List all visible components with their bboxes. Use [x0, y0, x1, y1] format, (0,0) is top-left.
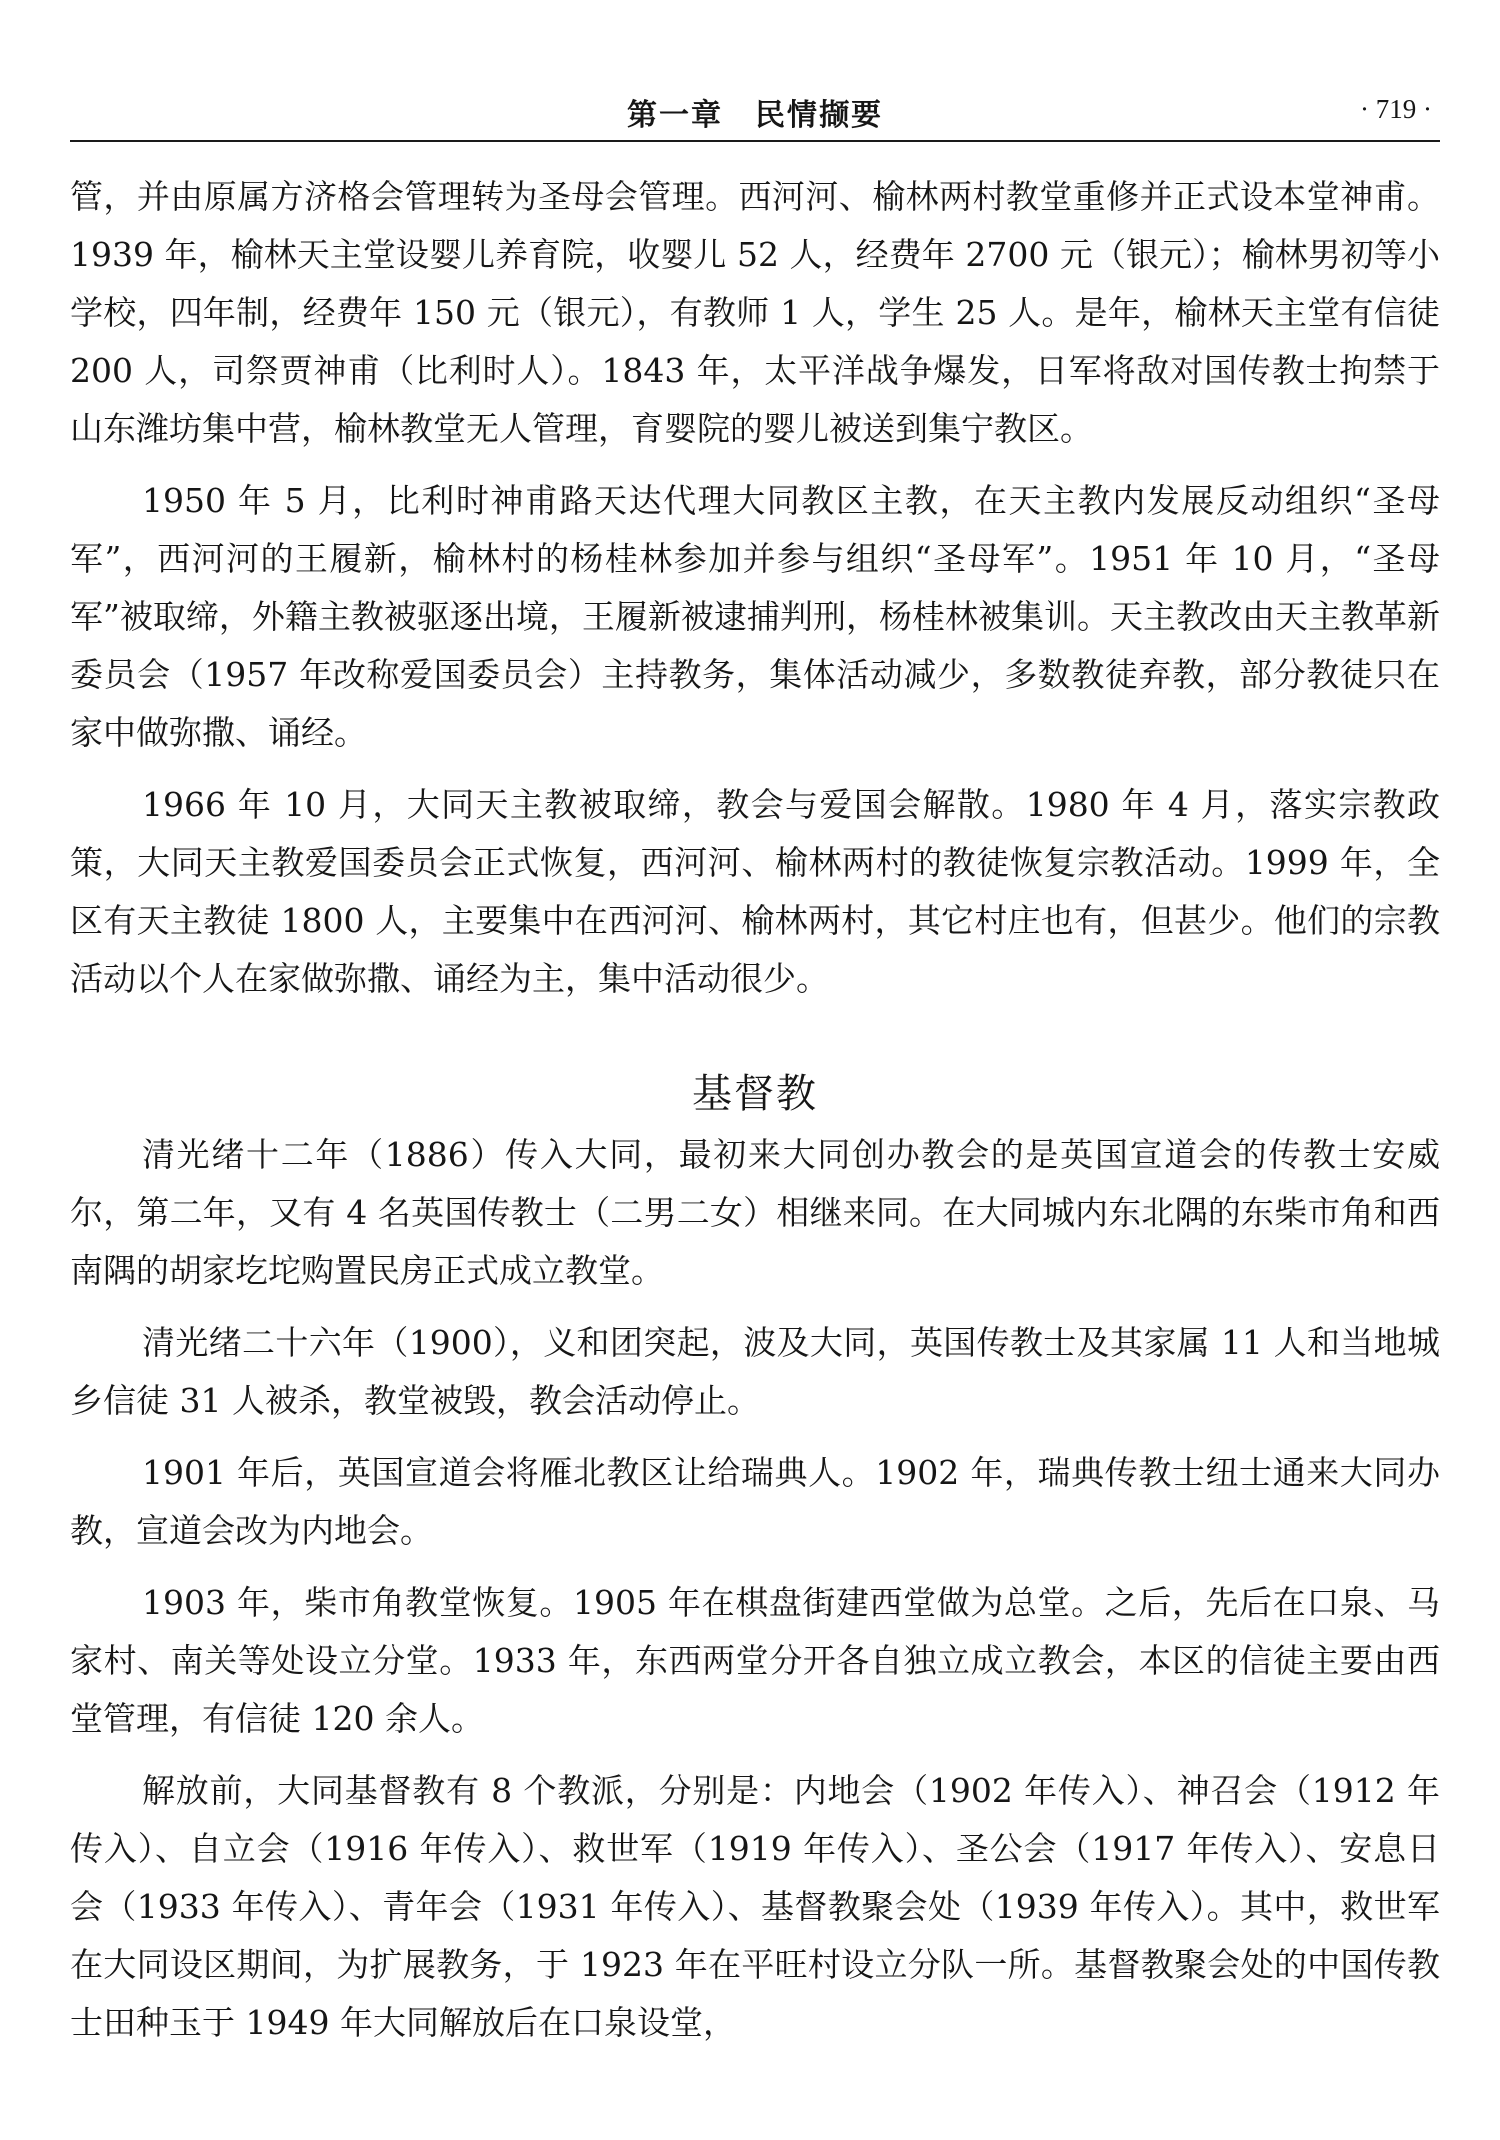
page-number: · 719 ·: [1360, 94, 1432, 124]
paragraph: 清光绪十二年（1886）传入大同，最初来大同创办教会的是英国宣道会的传教士安威尔，第二年，又有 4 名英国传教士（二男二女）相继来同。在大同城内东北隅的东柴市角和西南隅的胡家圪坨购置民房正式成立教堂。: [70, 1135, 1440, 1290]
paragraph: 1966 年 10 月，大同天主教被取缔，教会与爱国会解散。1980 年 4 月，落实宗教政策，大同天主教爱国委员会正式恢复，西河河、榆林两村的教徒恢复宗教活动。1999 年，全区有天主教徒 1800 人，主要集中在西河河、榆林两村，其它村庄也有，但甚少。他们的宗教活动以个人在家做弥撒、诵经为主，集中活动很少。: [70, 785, 1440, 998]
paragraph: 1903 年，柴市角教堂恢复。1905 年在棋盘街建西堂做为总堂。之后，先后在口泉、马家村、南关等处设立分堂。1933 年，东西两堂分开各自独立成立教会，本区的信徒主要由西堂管理，有信徒 120 余人。: [70, 1583, 1440, 1738]
page-body: [70, 168, 1440, 2066]
section-heading: 基督教: [692, 1071, 818, 1117]
paragraph: 解放前，大同基督教有 8 个教派，分别是：内地会（1902 年传入）、神召会（1912 年传入）、自立会（1916 年传入）、救世军（1919 年传入）、圣公会（1917 年传入）、安息日会（1933 年传入）、青年会（1931 年传入）、基督教聚会处（1939 年传入）。其中，救世军在大同设区期间，为扩展教务，于 1923 年在平旺村设立分队一所。基督教聚会处的中国传教士田种玉于 1949 年大同解放后在口泉设堂，: [70, 1771, 1440, 2042]
running-header: [70, 84, 1440, 142]
chapter-title: 第一章 民情撷要: [627, 98, 883, 133]
paragraph-continued: 管，并由原属方济格会管理转为圣母会管理。西河河、榆林两村教堂重修并正式设本堂神甫。1939 年，榆林天主堂设婴儿养育院，收婴儿 52 人，经费年 2700 元（银元）；榆林男初等小学校，四年制，经费年 150 元（银元），有教师 1 人，学生 25 人。是年，榆林天主堂有信徒 200 人，司祭贾神甫（比利时人）。1843 年，太平洋战争爆发，日军将敌对国传教士拘禁于山东潍坊集中营，榆林教堂无人管理，育婴院的婴儿被送到集宁教区。: [70, 177, 1440, 448]
paragraph: 清光绪二十六年（1900），义和团突起，波及大同，英国传教士及其家属 11 人和当地城乡信徒 31 人被杀，教堂被毁，教会活动停止。: [70, 1323, 1440, 1420]
paragraph: 1950 年 5 月，比利时神甫路天达代理大同教区主教，在天主教内发展反动组织“圣母军”，西河河的王履新，榆林村的杨桂林参加并参与组织“圣母军”。1951 年 10 月，“圣母军”被取缔，外籍主教被驱逐出境，王履新被逮捕判刑，杨桂林被集训。天主教改由天主教革新委员会（1957 年改称爱国委员会）主持教务，集体活动减少，多数教徒弃教，部分教徒只在家中做弥撒、诵经。: [70, 481, 1440, 752]
paragraph: 1901 年后，英国宣道会将雁北教区让给瑞典人。1902 年，瑞典传教士纽士通来大同办教，宣道会改为内地会。: [70, 1453, 1440, 1550]
